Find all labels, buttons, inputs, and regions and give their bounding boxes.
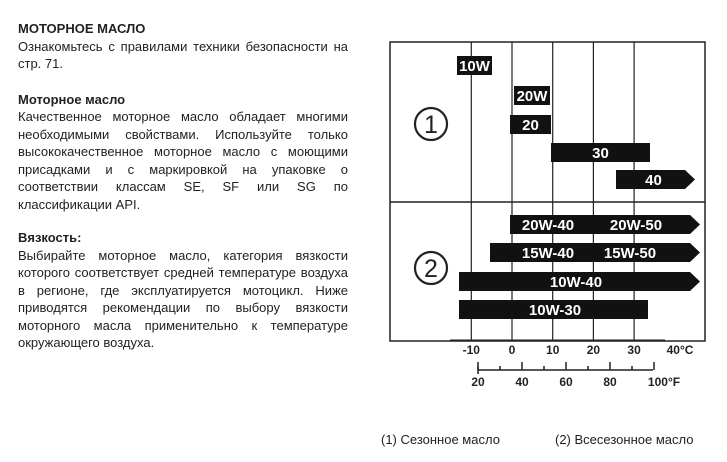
bar-label: 20W bbox=[516, 88, 548, 105]
fahrenheit-tick-label: 80 bbox=[603, 375, 617, 389]
intro-text: Ознакомьтесь с правилами техники безопасности на стр. 71. bbox=[18, 38, 348, 71]
group-label: 2 bbox=[424, 255, 438, 283]
section-text-oil: Качественное моторное масло обладает многими необходимыми свойствами. Используйте только высококачественное моторное масло с моющими присадками и с маркировкой на упаковке о соответствии классам SE, SF или SG по классификации API. bbox=[18, 109, 348, 212]
section-heading-viscosity: Вязкость: bbox=[18, 230, 82, 245]
bar-label: 10W bbox=[459, 58, 490, 75]
fahrenheit-tick-label: 20 bbox=[471, 375, 485, 389]
celsius-tick-label: 40°C bbox=[666, 343, 694, 357]
bar-label: 15W-50 bbox=[603, 245, 657, 262]
bar-label: 40 bbox=[645, 172, 662, 189]
bar-label: 10W-30 bbox=[528, 302, 582, 319]
celsius-tick-label: 20 bbox=[586, 343, 601, 357]
bar-label: 20W-40 bbox=[521, 217, 575, 234]
celsius-tick-label: 10 bbox=[546, 343, 560, 357]
caption-seasonal: (1) Сезонное масло bbox=[381, 432, 500, 447]
bar-label: 15W-40 bbox=[521, 245, 575, 262]
celsius-tick-label: 30 bbox=[627, 343, 641, 357]
section-heading-oil: Моторное масло bbox=[18, 91, 126, 107]
bar-label: 30 bbox=[592, 145, 609, 162]
fahrenheit-tick-label: 40 bbox=[515, 375, 529, 389]
celsius-tick-label: -10 bbox=[462, 343, 480, 357]
fahrenheit-tick-label: 60 bbox=[559, 375, 573, 389]
group-label: 1 bbox=[424, 111, 438, 139]
text-column bbox=[18, 20, 348, 352]
section-text-viscosity: Выбирайте моторное масло, категория вязкости которого соответствует средней температуре воздуха в регионе, где эксплуатируется мотоцикл. Ниже приводятся рекомендации по выбору вязкости моторного масла применительно к температуре окружающего воздуха. bbox=[18, 247, 348, 350]
celsius-tick-label: 0 bbox=[508, 343, 516, 357]
fahrenheit-tick-label: 100°F bbox=[647, 375, 681, 389]
caption-multigrade: (2) Всесезонное масло bbox=[555, 432, 694, 447]
page-title: МОТОРНОЕ МАСЛО bbox=[18, 21, 146, 36]
bar-label: 20 bbox=[522, 117, 539, 134]
bar-label: 10W-40 bbox=[549, 274, 603, 291]
bar-label: 20W-50 bbox=[609, 217, 663, 234]
